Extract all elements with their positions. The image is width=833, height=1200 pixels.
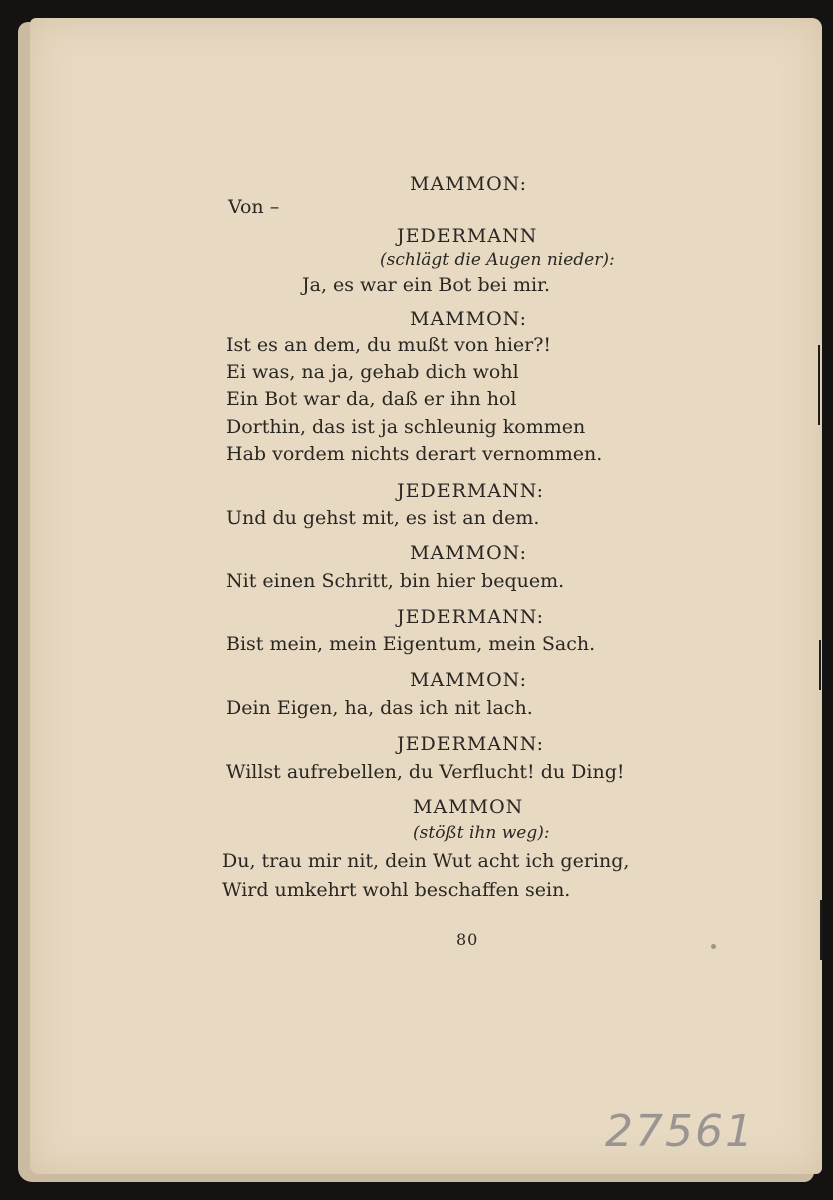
speaker-heading: MAMMON:: [410, 669, 528, 691]
edge-shadow-mark: [819, 640, 821, 690]
speaker-heading: JEDERMANN:: [397, 733, 545, 755]
verse-line: Bist mein, mein Eigentum, mein Sach.: [226, 633, 596, 655]
speaker-heading: MAMMON:: [410, 308, 528, 330]
verse-line: Ein Bot war da, daß er ihn hol: [226, 388, 517, 410]
speaker-heading: JEDERMANN:: [397, 606, 545, 628]
verse-line: Von –: [228, 196, 280, 218]
edge-shadow-mark: [818, 345, 820, 425]
pencil-inventory-note: 27561: [605, 1106, 755, 1157]
verse-line: Ei was, na ja, gehab dich wohl: [226, 361, 519, 383]
edge-shadow-mark: [820, 900, 822, 960]
page-sheet: [30, 18, 822, 1174]
speaker-heading: JEDERMANN:: [397, 480, 545, 502]
verse-line: Wird umkehrt wohl beschaffen sein.: [222, 879, 571, 901]
verse-line: Nit einen Schritt, bin hier bequem.: [226, 570, 565, 592]
speaker-heading: MAMMON:: [410, 542, 528, 564]
stage-direction: (stößt ihn weg):: [413, 823, 550, 843]
verse-line: Und du gehst mit, es ist an dem.: [226, 507, 540, 529]
page-number: 80: [456, 930, 479, 949]
verse-line: Hab vordem nichts derart vernommen.: [226, 443, 603, 465]
stage-direction: (schlägt die Augen nieder):: [380, 250, 615, 270]
verse-line: Ja, es war ein Bot bei mir.: [302, 274, 551, 296]
paper-speck: [711, 944, 716, 949]
verse-line: Du, trau mir nit, dein Wut acht ich gering,: [222, 850, 630, 872]
verse-line: Willst aufrebellen, du Verflucht! du Ding!: [226, 761, 625, 783]
verse-line: Ist es an dem, du mußt von hier?!: [226, 334, 552, 356]
verse-line: Dein Eigen, ha, das ich nit lach.: [226, 697, 533, 719]
speaker-heading: JEDERMANN: [397, 225, 538, 247]
verse-line: Dorthin, das ist ja schleunig kommen: [226, 416, 586, 438]
speaker-heading: MAMMON:: [410, 173, 528, 195]
speaker-heading: MAMMON: [413, 796, 524, 818]
